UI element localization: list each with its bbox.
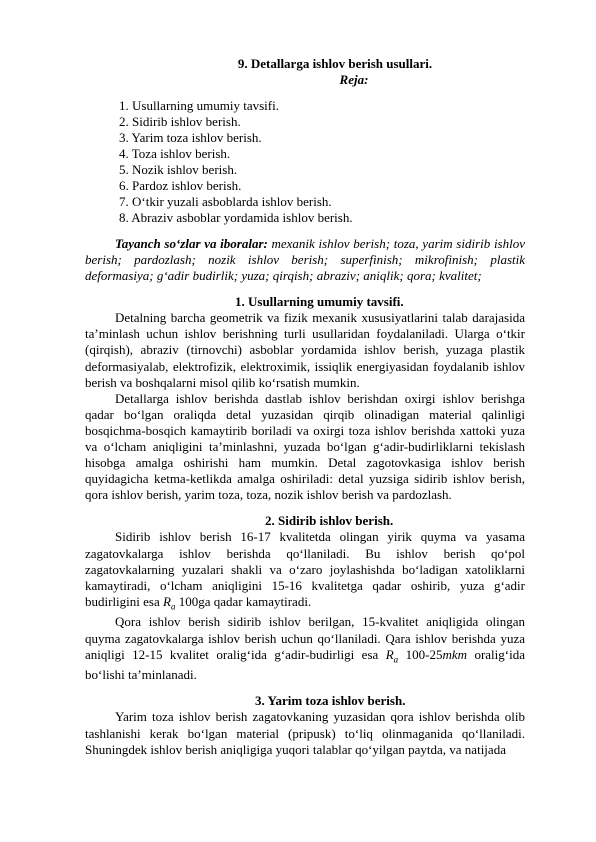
section-heading: 2. Sidirib ishlov berish. [265, 513, 394, 529]
section-heading: 1. Usullarning umumiy tavsifi. [235, 294, 404, 310]
paragraph-text: Qora ishlov berish sidirib ishlov berilgan, 15-kvalitet aniqligida olingan quyma zagatovkalarga ishlov berish uchun qo‘llaniladi. Qara ishlov berishda yuza aniqligi 12-15 kvalitet oralig‘ida g‘adir-budirligi esa [85, 614, 525, 662]
roughness-symbol: R [385, 646, 394, 662]
paragraph [85, 529, 525, 614]
keywords-text: mexanik ishlov berish; toza, yarim sidirib ishlov berish; pardozlash; nozik ishlov berish; superfinish; mikrofinish; plastik deformasiya; g‘adir budirlik; yuza; qirqish; abraziv; aniqlik; qora; kvalitet; [85, 236, 525, 284]
section-heading: 3. Yarim toza ishlov berish. [255, 693, 406, 709]
document-title: 9. Detallarga ishlov berish usullari. [237, 56, 433, 71]
roughness-symbol: R [163, 593, 171, 609]
paragraph-text: oralig‘ida bo‘lishi ta’minlanadi. [85, 646, 525, 683]
plan-item: 7. O‘tkir yuzali asboblarda ishlov berish. [119, 194, 332, 209]
paragraph-text: 100-25 [398, 646, 443, 662]
paragraph-text: Sidirib ishlov berish 16-17 kvalitetda olingan yirik quyma va yasama zagatovkalarga ishlov berishda qo‘llaniladi. Bu ishlov berish qo‘pol zagatovkalarning yuzalari shakli va o‘zaro joylashishda bo‘ladigan xatoliklarni kamaytiradi, o‘lcham aniqligini 15-16 kvalitetga qadar oshirib, yuza g‘adir budirligini esa [85, 529, 525, 609]
plan-item: 1. Usullarning umumiy tavsifi. [119, 98, 279, 113]
plan-item: 2. Sidirib ishlov berish. [119, 114, 241, 129]
keywords-paragraph [85, 236, 525, 284]
plan-list [85, 98, 525, 226]
plan-item: 3. Yarim toza ishlov berish. [119, 130, 262, 145]
keywords-label: Tayanch so‘zlar va iboralar: [115, 236, 268, 251]
plan-item: 5. Nozik ishlov berish. [119, 162, 238, 177]
unit-mkm: mkm [442, 646, 467, 662]
plan-item: 6. Pardoz ishlov berish. [119, 178, 242, 193]
roughness-subscript: a [170, 601, 176, 612]
plan-item: 8. Abraziv asboblar yordamida ishlov berish. [119, 210, 353, 225]
document-page [85, 56, 525, 758]
plan-item: 4. Toza ishlov berish. [119, 146, 231, 161]
paragraph [85, 614, 525, 683]
roughness-subscript: a [393, 654, 399, 665]
paragraph: Yarim toza ishlov berish zagatovkaning yuzasidan qora ishlov berishda olib tashlanishi kerak bo‘lgan material (pripusk) to‘liq olinmaganida qo‘llaniladi. Shuningdek ishlov berish aniqligiga yuqori talablar qo‘yilgan paytda, va natijada [85, 709, 525, 757]
paragraph-text: 100ga qadar kamaytiradi. [175, 593, 312, 609]
plan-heading: Reja: [339, 72, 369, 87]
paragraph: Detallarga ishlov berishda dastlab ishlov berishdan oxirgi ishlov berishga qadar bo‘lgan oraliqda detal yuzasidan qirqib olinadigan material qalinligi bosqichma-bosqich kamaytirib boriladi va oxirgi toza ishlov berishda xattoki yuza va o‘lcham aniqligini ta’minlashni, yuzada bo‘lgan g‘adir-budirliklarni tekislash hisobga amalga oshirishi ham mumkin. Detal zagotovkasiga ishlov berish quyidagicha ketma-ketlikda amalga oshiriladi: detal yuzsiga sidirib ishlov berish, qora ishlov berish, yarim toza, toza, nozik ishlov berish va pardozlash. [85, 390, 525, 503]
paragraph: Detalning barcha geometrik va fizik mexanik xususiyatlarini talab darajasida ta’minlash uchun ishlov berishning turli usullaridan foydalaniladi. Ularga o‘tkir (qirqish), abraziv (tirnovchi) asboblar yordamida ishlov berish, yuzaga plastik deformasiyalab, elektrofizik, elektroximik, issiqlik energiyasidan foydalanib ishlov berish va boshqalarni misol qilib ko‘rsatish mumkin. [85, 310, 525, 390]
